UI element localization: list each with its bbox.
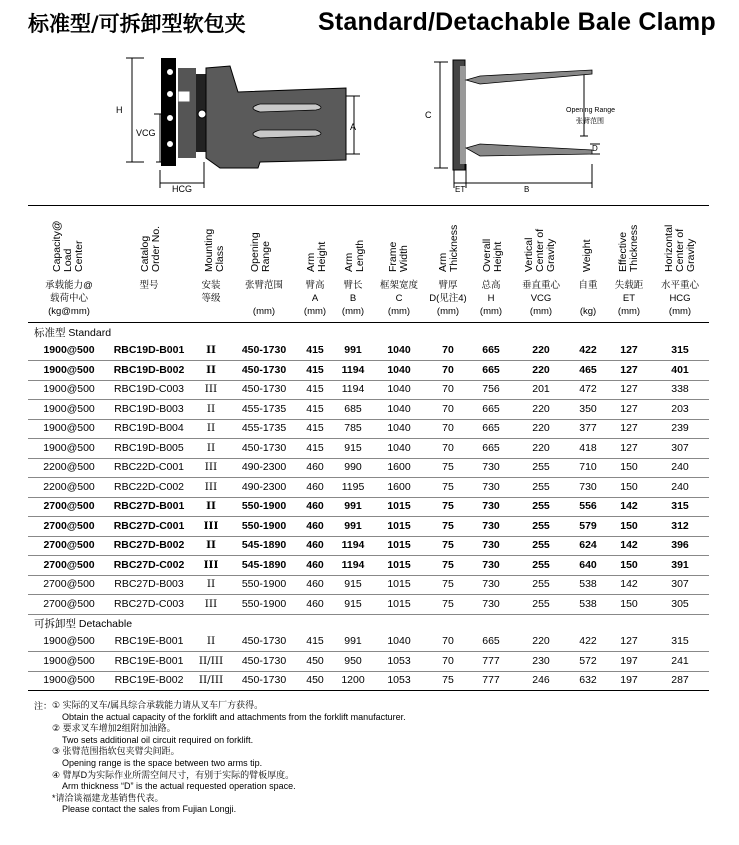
table-cell: 307: [671, 578, 689, 590]
table-cell: 305: [671, 597, 689, 610]
table-cell: 142: [620, 539, 638, 551]
table-cell: 685: [344, 402, 362, 415]
table-cell: 1015: [387, 558, 411, 571]
column-header-cn: 安装 等级: [201, 280, 221, 304]
section-detachable-label: 可拆卸型 Detachable: [34, 618, 133, 630]
table-cell: 127: [620, 344, 638, 356]
table-cell: 127: [620, 383, 638, 395]
table-cell: 1015: [387, 519, 411, 532]
table-cell: 572: [579, 654, 597, 667]
table-cell: II: [206, 441, 216, 454]
table-cell: III: [203, 558, 219, 571]
table-cell: 1040: [387, 402, 411, 415]
column-header-cn: 型号: [139, 280, 159, 291]
table-cell: 730: [482, 461, 500, 473]
table-cell: RBC27D-B001: [113, 500, 185, 512]
table-cell: 1194: [341, 363, 365, 376]
table-cell: 70: [442, 422, 454, 434]
table-cell: 255: [532, 480, 550, 493]
column-header-en: Arm Height: [305, 241, 328, 272]
table-cell: 450-1730: [241, 383, 287, 395]
table-cell: 1040: [387, 635, 411, 647]
table-cell: 1900@500: [43, 383, 95, 395]
table-cell: 665: [482, 363, 500, 376]
table-cell: 1040: [387, 383, 411, 395]
table-cell: 230: [532, 654, 550, 667]
column-header-cn: 臂长 B (mm): [341, 280, 365, 317]
column-header-en: Weight: [581, 239, 593, 272]
table-cell: RBC27D-B002: [113, 539, 185, 551]
note-line: ④ 臂厚D为实际作业所需空间尺寸，有别于实际的臂板厚度。: [52, 769, 295, 780]
table-cell: 665: [482, 402, 500, 415]
table-cell: 1200: [341, 674, 365, 686]
section-standard-label: 标准型 Standard: [34, 327, 112, 339]
table-cell: 490-2300: [241, 461, 287, 473]
table-cell: 287: [671, 674, 689, 686]
table-cell: RBC19E-B001: [114, 635, 184, 647]
table-cell: 255: [532, 597, 550, 610]
table-cell: II/III: [198, 674, 224, 686]
table-cell: 455-1735: [241, 422, 287, 434]
table-cell: 75: [442, 597, 454, 610]
table-cell: RBC19E-B002: [114, 674, 184, 686]
table-cell: II: [206, 539, 216, 551]
table-cell: RBC19D-B004: [114, 422, 184, 434]
table-cell: 220: [532, 441, 550, 454]
table-cell: 450-1730: [241, 363, 287, 376]
label-c: C: [425, 110, 432, 120]
table-cell: RBC27D-C003: [113, 597, 185, 610]
table-cell: II: [206, 635, 216, 647]
note-line: Opening range is the space between two arms tip.: [62, 758, 263, 768]
table-cell: 220: [532, 635, 550, 647]
table-cell: 70: [442, 383, 454, 395]
table-cell: 312: [671, 519, 689, 532]
column-header-cn: 自重 (kg): [578, 280, 598, 317]
table-cell: 460: [306, 461, 324, 473]
table-cell: 450-1730: [241, 635, 287, 647]
table-cell: 415: [306, 344, 324, 356]
table-cell: RBC19D-B001: [113, 344, 185, 356]
note-line: ② 要求叉车增加2组附加油路。: [52, 723, 176, 734]
table-cell: 915: [344, 578, 362, 590]
column-header-en: Frame Width: [387, 241, 410, 272]
table-cell: 1040: [387, 441, 411, 454]
note-line: ③ 张臂范围指软包夹臂尖间距。: [52, 746, 180, 757]
table-cell: 2700@500: [43, 578, 95, 590]
table-cell: 415: [306, 441, 324, 454]
table-cell: 415: [306, 422, 324, 434]
table-cell: 777: [482, 674, 500, 686]
table-cell: 75: [442, 519, 454, 532]
table-cell: 1015: [387, 597, 411, 610]
column-header-cn: 框架宽度 C (mm): [379, 280, 418, 317]
table-cell: 1900@500: [43, 422, 95, 434]
table-cell: 1040: [387, 363, 411, 376]
table-cell: 197: [620, 654, 638, 667]
table-cell: 2700@500: [43, 558, 95, 571]
table-cell: 415: [306, 635, 324, 647]
table-cell: 240: [671, 480, 689, 493]
table-cell: 350: [579, 402, 597, 415]
label-et: ET: [455, 185, 466, 194]
table-cell: 550-1900: [241, 519, 287, 532]
table-cell: 246: [532, 674, 550, 686]
table-cell: 220: [532, 344, 550, 356]
table-cell: 75: [442, 674, 454, 686]
table-cell: 401: [671, 363, 689, 376]
label-opening-range-en: Opening Range: [566, 107, 616, 114]
column-header-en: Arm Thickness: [437, 224, 460, 272]
table-cell: 1900@500: [43, 363, 95, 376]
table-cell: 730: [482, 539, 500, 551]
table-cell: RBC19D-B002: [113, 363, 185, 376]
table-cell: 203: [671, 402, 689, 415]
column-header-cn: 水平重心 HCG (mm): [660, 280, 699, 317]
table-cell: 150: [620, 519, 638, 532]
note-line: Arm thickness “D” is the actual requested operation space.: [62, 781, 296, 792]
table-cell: 1600: [387, 480, 411, 493]
table-cell: 70: [442, 344, 454, 356]
table-cell: 315: [671, 344, 689, 356]
table-cell: 490-2300: [241, 480, 287, 493]
table-cell: 950: [344, 654, 362, 667]
column-header-en: Horizontal Center of Gravity: [663, 224, 697, 272]
table-cell: 632: [579, 674, 597, 686]
table-cell: 579: [579, 519, 597, 532]
table-cell: III: [204, 597, 218, 610]
table-cell: 1040: [387, 344, 411, 356]
table-cell: 455-1735: [241, 402, 287, 415]
table-cell: 756: [482, 383, 500, 395]
table-cell: 550-1900: [241, 597, 287, 610]
table-cell: RBC19D-B003: [114, 402, 184, 415]
table-cell: RBC27D-C002: [113, 558, 185, 571]
table-cell: 450: [306, 654, 324, 667]
table-cell: 220: [532, 422, 550, 434]
table-cell: 142: [620, 578, 638, 590]
column-header-cn: 失载距 ET (mm): [614, 280, 644, 317]
table-cell: 1194: [341, 383, 365, 395]
table-cell: III: [204, 383, 218, 395]
table-cell: 150: [620, 597, 638, 610]
table-cell: 2700@500: [43, 519, 95, 532]
page-title-chinese: 标准型/可拆卸型软包夹: [28, 12, 246, 36]
table-cell: III: [203, 519, 219, 532]
table-cell: 2700@500: [43, 500, 95, 512]
table-cell: 415: [306, 402, 324, 415]
table-cell: 665: [482, 422, 500, 434]
table-cell: 307: [671, 441, 689, 454]
table-cell: 556: [579, 500, 597, 512]
table-cell: 1015: [387, 500, 411, 512]
table-cell: 915: [344, 441, 362, 454]
table-cell: 338: [671, 383, 689, 395]
label-opening-range-cn: 张臂范围: [576, 117, 604, 125]
table-cell: 730: [482, 558, 500, 571]
label-vcg: VCG: [136, 128, 156, 138]
table-cell: 241: [671, 654, 689, 667]
table-cell: 1195: [341, 480, 365, 493]
table-cell: II/III: [198, 654, 224, 667]
table-cell: 75: [442, 461, 454, 473]
table-cell: 315: [671, 635, 689, 647]
table-cell: 730: [482, 578, 500, 590]
header-bottom-rule: [28, 322, 709, 323]
label-h: H: [116, 105, 123, 115]
table-cell: 991: [344, 635, 362, 647]
table-cell: II: [206, 422, 216, 434]
table-cell: 127: [620, 441, 638, 454]
table-cell: 1900@500: [43, 654, 95, 667]
table-cell: 240: [671, 461, 689, 473]
table-cell: 127: [620, 402, 638, 415]
table-cell: 450: [306, 674, 324, 686]
table-cell: 1900@500: [43, 635, 95, 647]
table-cell: RBC27D-B003: [114, 578, 184, 590]
table-cell: 255: [532, 558, 550, 571]
table-cell: 1600: [387, 461, 411, 473]
table-cell: 70: [442, 654, 454, 667]
column-header-en: Arm Length: [343, 239, 366, 272]
table-cell: 460: [306, 578, 324, 590]
row-divider: [28, 614, 709, 615]
table-cell: 2200@500: [43, 461, 95, 473]
table-cell: 2200@500: [43, 480, 95, 493]
table-cell: 730: [482, 519, 500, 532]
column-header-en: Mounting Class: [203, 228, 226, 272]
column-header-en: Capacity@ Load Center: [51, 220, 85, 272]
table-cell: 460: [306, 558, 324, 571]
table-cell: 665: [482, 635, 500, 647]
table-cell: 255: [532, 539, 550, 551]
column-header-en: Overall Height: [481, 238, 504, 272]
table-cell: 1015: [387, 539, 411, 551]
table-cell: 75: [442, 558, 454, 571]
table-cell: 415: [306, 383, 324, 395]
table-cell: 915: [344, 597, 362, 610]
table-cell: 127: [620, 422, 638, 434]
table-cell: 730: [482, 597, 500, 610]
table-cell: 1900@500: [43, 344, 95, 356]
column-header-en: Catalog Order No.: [139, 225, 162, 272]
note-line: Please contact the sales from Fujian Longji.: [62, 804, 237, 815]
table-cell: 550-1900: [241, 500, 287, 512]
table-cell: 255: [532, 461, 550, 473]
front-view-diagram: [420, 52, 720, 200]
table-cell: 1900@500: [43, 674, 95, 686]
table-cell: 777: [482, 654, 500, 667]
table-cell: 255: [532, 500, 550, 512]
table-cell: RBC19D-B005: [114, 441, 184, 454]
label-d: D: [592, 144, 598, 153]
column-header-cn: 臂厚 D(见注4) (mm): [429, 280, 467, 317]
table-cell: 70: [442, 363, 454, 376]
table-cell: 127: [620, 363, 638, 376]
column-header-cn: 承载能力@ 载荷中心 (kg@mm): [45, 280, 93, 317]
table-cell: 991: [344, 500, 362, 512]
note-line: Obtain the actual capacity of the forklift and attachments from the forklift manufacturer.: [62, 711, 406, 722]
table-cell: II: [206, 344, 216, 356]
table-cell: 1015: [387, 578, 411, 590]
table-cell: 1900@500: [43, 402, 95, 415]
table-cell: RBC22D-C001: [113, 461, 185, 473]
table-cell: 550-1900: [241, 578, 287, 590]
table-cell: 70: [442, 441, 454, 454]
table-bottom-rule: [28, 690, 709, 691]
note-line: ① 实际的叉车/属具综合承载能力请从叉车厂方获得。: [52, 700, 264, 710]
table-cell: 460: [306, 597, 324, 610]
table-cell: 991: [344, 344, 362, 356]
table-cell: 730: [482, 500, 500, 512]
table-cell: 415: [306, 363, 324, 376]
table-cell: 538: [579, 597, 597, 610]
table-cell: 640: [579, 558, 597, 571]
table-cell: 422: [579, 344, 597, 356]
table-cell: 450-1730: [241, 654, 287, 667]
table-cell: 142: [620, 500, 638, 512]
table-cell: 472: [579, 383, 597, 395]
table-cell: 465: [579, 363, 597, 376]
table-cell: 538: [579, 578, 597, 590]
table-cell: 665: [482, 344, 500, 356]
label-a: A: [350, 122, 357, 132]
label-hcg: HCG: [172, 184, 192, 194]
table-cell: 70: [442, 635, 454, 647]
table-cell: 75: [442, 539, 454, 551]
table-cell: 197: [620, 674, 638, 686]
table-cell: II: [206, 363, 216, 376]
table-cell: 710: [579, 461, 597, 473]
table-cell: 75: [442, 578, 454, 590]
table-cell: 450-1730: [241, 674, 287, 686]
column-header-en: Effective Thickness: [617, 224, 640, 272]
table-cell: 255: [532, 578, 550, 590]
label-b: B: [524, 185, 530, 194]
table-cell: 1194: [341, 558, 365, 571]
note-line: Two sets additional oil circuit required on forklift.: [62, 734, 254, 745]
table-cell: 70: [442, 402, 454, 415]
table-cell: 450-1730: [241, 344, 287, 356]
table-cell: II: [206, 402, 216, 415]
table-cell: 990: [344, 461, 362, 473]
table-cell: 1194: [341, 539, 365, 551]
table-cell: 730: [579, 480, 597, 493]
table-cell: 2700@500: [43, 597, 95, 610]
table-cell: 377: [579, 422, 597, 434]
table-cell: 1040: [387, 422, 411, 434]
column-header-cn: 总高 H (mm): [479, 280, 503, 317]
table-cell: 460: [306, 539, 324, 551]
table-cell: 991: [344, 519, 362, 532]
table-cell: 150: [620, 461, 638, 473]
table-cell: 239: [671, 422, 689, 434]
table-cell: 730: [482, 480, 500, 493]
table-cell: 391: [671, 558, 689, 571]
table-cell: 624: [579, 539, 597, 551]
table-cell: 201: [532, 383, 550, 395]
table-cell: 422: [579, 635, 597, 647]
table-cell: 1053: [387, 674, 411, 686]
column-header-cn: 张臂范围 (mm): [244, 280, 283, 317]
table-cell: 150: [620, 558, 638, 571]
table-cell: 255: [532, 519, 550, 532]
column-header-en: Vertical Center of Gravity: [523, 228, 557, 272]
page-title-english: Standard/Detachable Bale Clamp: [318, 8, 716, 36]
column-header-cn: 臂高 A (mm): [303, 280, 327, 317]
table-cell: 2700@500: [43, 539, 95, 551]
table-cell: 127: [620, 635, 638, 647]
table-cell: 418: [579, 441, 597, 454]
table-cell: RBC19D-C003: [113, 383, 185, 395]
column-header-en: Opening Range: [249, 232, 272, 272]
table-cell: 460: [306, 480, 324, 493]
table-cell: 396: [671, 539, 689, 551]
table-cell: III: [204, 480, 218, 493]
table-cell: 460: [306, 519, 324, 532]
table-cell: 220: [532, 402, 550, 415]
table-cell: 665: [482, 441, 500, 454]
table-cell: 460: [306, 500, 324, 512]
table-cell: III: [204, 461, 218, 473]
table-cell: 75: [442, 500, 454, 512]
note-line: *请洽谈福建龙基销售代表。: [52, 792, 164, 803]
side-view-diagram: [110, 52, 370, 200]
table-cell: RBC22D-C002: [113, 480, 185, 493]
table-cell: RBC27D-C001: [113, 519, 185, 532]
table-cell: 545-1890: [241, 558, 287, 571]
column-header-cn: 垂直重心 VCG (mm): [521, 280, 560, 317]
table-cell: 545-1890: [241, 539, 287, 551]
table-cell: 1053: [387, 654, 411, 667]
table-cell: II: [206, 578, 216, 590]
table-cell: 1900@500: [43, 441, 95, 454]
table-cell: 450-1730: [241, 441, 287, 454]
table-cell: RBC19E-B001: [114, 654, 184, 667]
table-top-rule: [28, 205, 709, 206]
table-cell: II: [206, 500, 216, 512]
table-cell: 220: [532, 363, 550, 376]
notes-prefix: 注：: [34, 701, 53, 711]
table-cell: 785: [344, 422, 362, 434]
table-cell: 75: [442, 480, 454, 493]
table-cell: 150: [620, 480, 638, 493]
table-cell: 315: [671, 500, 689, 512]
